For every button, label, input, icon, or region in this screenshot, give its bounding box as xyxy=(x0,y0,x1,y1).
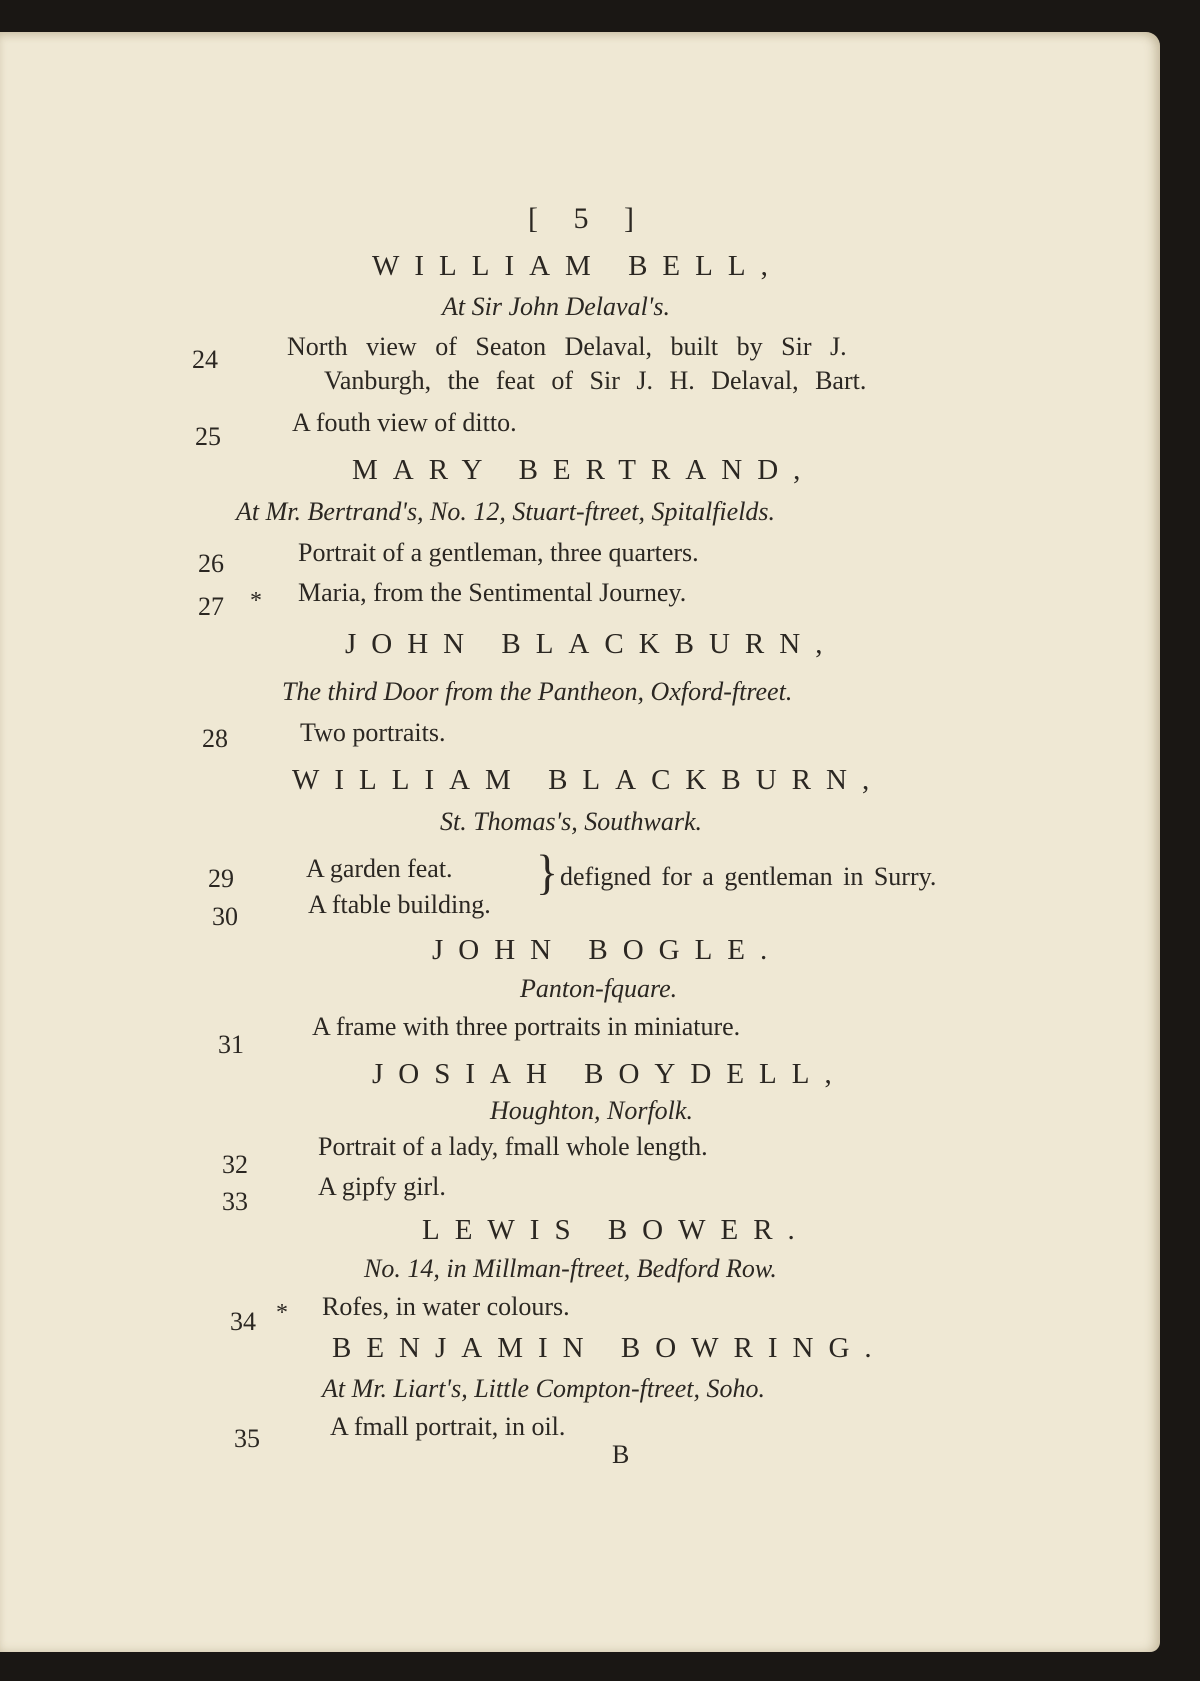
entry-number: 29 xyxy=(208,864,234,893)
artist-name: LEWIS BOWER. xyxy=(422,1214,810,1246)
artist-address: At Mr. Liart's, Little Compton-ftreet, Soho. xyxy=(322,1374,766,1403)
page-number: [ 5 ] xyxy=(528,202,648,235)
signature-mark: B xyxy=(612,1440,630,1469)
artist-name: JOHN BLACKBURN, xyxy=(345,628,838,660)
artist-address: No. 14, in Millman-ftreet, Bedford Row. xyxy=(364,1254,777,1283)
entry-text: A gipfy girl. xyxy=(318,1172,446,1201)
entry-number: 35 xyxy=(234,1424,260,1453)
entry-number: 33 xyxy=(222,1187,248,1216)
book-page xyxy=(0,32,1160,1652)
starred-marker: * xyxy=(276,1300,288,1326)
entry-number: 26 xyxy=(198,549,224,578)
artist-address: At Mr. Bertrand's, No. 12, Stuart-ftreet, Spitalfields. xyxy=(236,497,776,526)
entry-text: A fmall portrait, in oil. xyxy=(330,1412,566,1441)
artist-address: The third Door from the Pantheon, Oxford-ftreet. xyxy=(282,677,793,706)
artist-name: MARY BERTRAND, xyxy=(352,454,816,486)
artist-name: JOSIAH BOYDELL, xyxy=(372,1058,847,1090)
entry-text: A ftable building. xyxy=(308,890,491,919)
entry-number: 30 xyxy=(212,902,238,931)
entry-number: 28 xyxy=(202,724,228,753)
bracket-brace: } xyxy=(536,845,559,900)
entry-number: 32 xyxy=(222,1150,248,1179)
bracket-note: defigned for a gentleman in Surry. xyxy=(560,862,937,891)
entry-text: Vanburgh, the feat of Sir J. H. Delaval, Bart. xyxy=(324,366,867,395)
entry-number: 34 xyxy=(230,1307,256,1336)
entry-text: North view of Seaton Delaval, built by Sir J. xyxy=(287,332,847,361)
artist-name: WILLIAM BLACKBURN, xyxy=(292,764,885,796)
entry-number: 25 xyxy=(195,422,221,451)
entry-text: A fouth view of ditto. xyxy=(292,408,517,437)
entry-text: Portrait of a lady, fmall whole length. xyxy=(318,1132,708,1161)
artist-address: Houghton, Norfolk. xyxy=(490,1096,693,1125)
entry-text: Portrait of a gentleman, three quarters. xyxy=(298,538,699,567)
entry-text: Maria, from the Sentimental Journey. xyxy=(298,578,687,607)
entry-text: Two portraits. xyxy=(300,718,446,747)
artist-name: BENJAMIN BOWRING. xyxy=(332,1332,887,1364)
starred-marker: * xyxy=(250,588,262,614)
artist-name: JOHN BOGLE. xyxy=(432,934,783,966)
artist-address: St. Thomas's, Southwark. xyxy=(440,807,702,836)
artist-name: WILLIAM BELL, xyxy=(372,250,783,282)
entry-number: 27 xyxy=(198,592,224,621)
entry-text: Rofes, in water colours. xyxy=(322,1292,570,1321)
artist-address: Panton-fquare. xyxy=(520,974,678,1003)
entry-number: 24 xyxy=(192,345,218,374)
entry-text: A frame with three portraits in miniature. xyxy=(312,1012,741,1041)
entry-text: A garden feat. xyxy=(306,854,453,883)
entry-number: 31 xyxy=(218,1030,244,1059)
artist-address: At Sir John Delaval's. xyxy=(442,292,670,321)
